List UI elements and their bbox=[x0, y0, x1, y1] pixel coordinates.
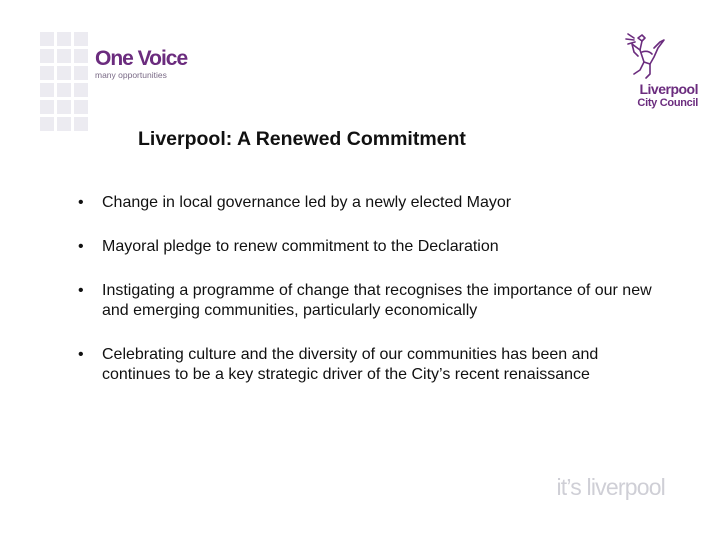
bullet-item bbox=[78, 281, 668, 321]
decorative-grid bbox=[40, 32, 88, 131]
bullet-marker: • bbox=[78, 238, 84, 255]
liverpool-city-council-logo bbox=[598, 30, 698, 109]
council-subtitle: City Council bbox=[637, 97, 698, 109]
one-voice-logo bbox=[95, 48, 187, 80]
bullet-marker: • bbox=[78, 194, 84, 211]
slide-title: Liverpool: A Renewed Commitment bbox=[138, 128, 466, 150]
bullet-list bbox=[78, 193, 668, 409]
one-voice-title: One Voice bbox=[95, 47, 188, 70]
bullet-marker: • bbox=[78, 346, 84, 363]
bullet-item bbox=[78, 345, 668, 385]
bullet-marker: • bbox=[78, 282, 84, 299]
bullet-text: Change in local governance led by a newly elected Mayor bbox=[102, 194, 512, 211]
bullet-text: Mayoral pledge to renew commitment to the Declaration bbox=[102, 238, 499, 255]
bullet-text: Celebrating culture and the diversity of our communities has been and continues to be a key strategic driver of the City’s recent renaissance bbox=[102, 346, 599, 383]
slogan-text: it’s liverpool bbox=[556, 474, 665, 500]
bullet-item bbox=[78, 237, 668, 257]
liver-bird-icon bbox=[604, 30, 684, 82]
one-voice-tagline: many opportunities bbox=[95, 70, 167, 80]
bullet-text: Instigating a programme of change that recognises the importance of our new and emerging communities, particularly economically bbox=[102, 282, 652, 319]
council-name: Liverpool bbox=[639, 81, 698, 97]
bullet-item bbox=[78, 193, 668, 213]
